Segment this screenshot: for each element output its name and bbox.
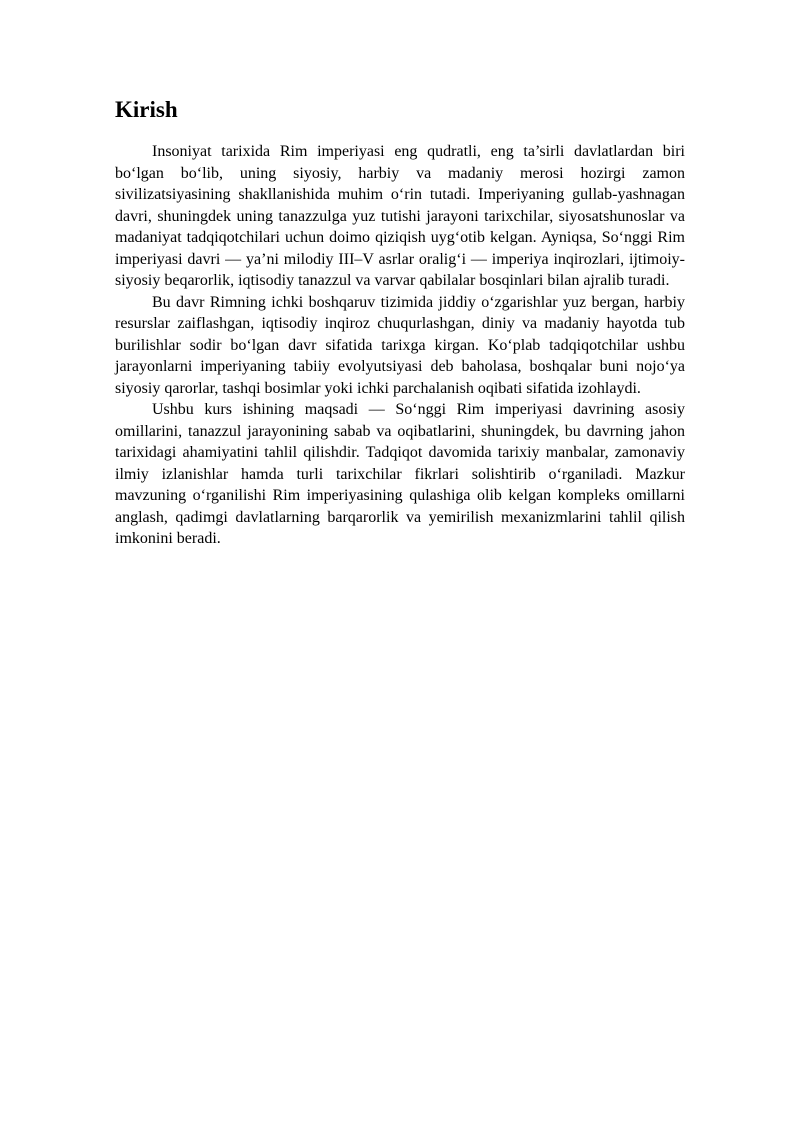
document-body bbox=[115, 96, 685, 550]
section-heading: Kirish bbox=[115, 97, 178, 122]
paragraph-intro: Insoniyat tarixida Rim imperiyasi eng qudratli, eng ta’sirli davlatlardan biri bo‘lgan bo‘lib, uning siyosiy, harbiy va madaniy merosi hozirgi zamon sivilizatsiyasining shakllanishida muhim o‘rin tutadi. Imperiyaning gullab-yashnagan davri, shuningdek uning tanazzulga yuz tutishi jarayoni tarixchilar, siyosatshunoslar va madaniyat tadqiqotchilari uchun doimo qiziqish uyg‘otib kelgan. Ayniqsa, So‘nggi Rim imperiyasi davri — ya’ni milodiy III–V asrlar oralig‘i — imperiya inqirozlari, ijtimoiy-siyosiy beqarorlik, iqtisodiy tanazzul va varvar qabilalar bosqinlari bilan ajralib turadi. bbox=[115, 143, 685, 289]
paragraph-period-changes: Bu davr Rimning ichki boshqaruv tizimida jiddiy o‘zgarishlar yuz bergan, harbiy resurslar zaiflashgan, iqtisodiy inqiroz chuqurlashgan, diniy va madaniy hayotda tub burilishlar sodir bo‘lgan davr sifatida tarixga kirgan. Ko‘plab tadqiqotchilar ushbu jarayonlarni imperiyaning tabiiy evolyutsiyasi deb baholasa, boshqalar buni nojo‘ya siyosiy qarorlar, tashqi bosimlar yoki ichki parchalanish oqibati sifatida izohlaydi. bbox=[115, 293, 685, 397]
paragraph-course-goal: Ushbu kurs ishining maqsadi — So‘nggi Rim imperiyasi davrining asosiy omillarini, tanazzul jarayonining sabab va oqibatlarini, shuningdek, bu davrning jahon tarixidagi ahamiyatini tahlil qilishdir. Tadqiqot davomida tarixiy manbalar, zamonaviy ilmiy izlanishlar hamda turli tarixchilar fikrlari solishtirib o‘rganiladi. Mazkur mavzuning o‘rganilishi Rim imperiyasining qulashiga olib kelgan kompleks omillarni anglash, qadimgi davlatlarning barqarorlik va yemirilish mexanizmlarini tahlil qilish imkonini beradi. bbox=[115, 401, 685, 547]
